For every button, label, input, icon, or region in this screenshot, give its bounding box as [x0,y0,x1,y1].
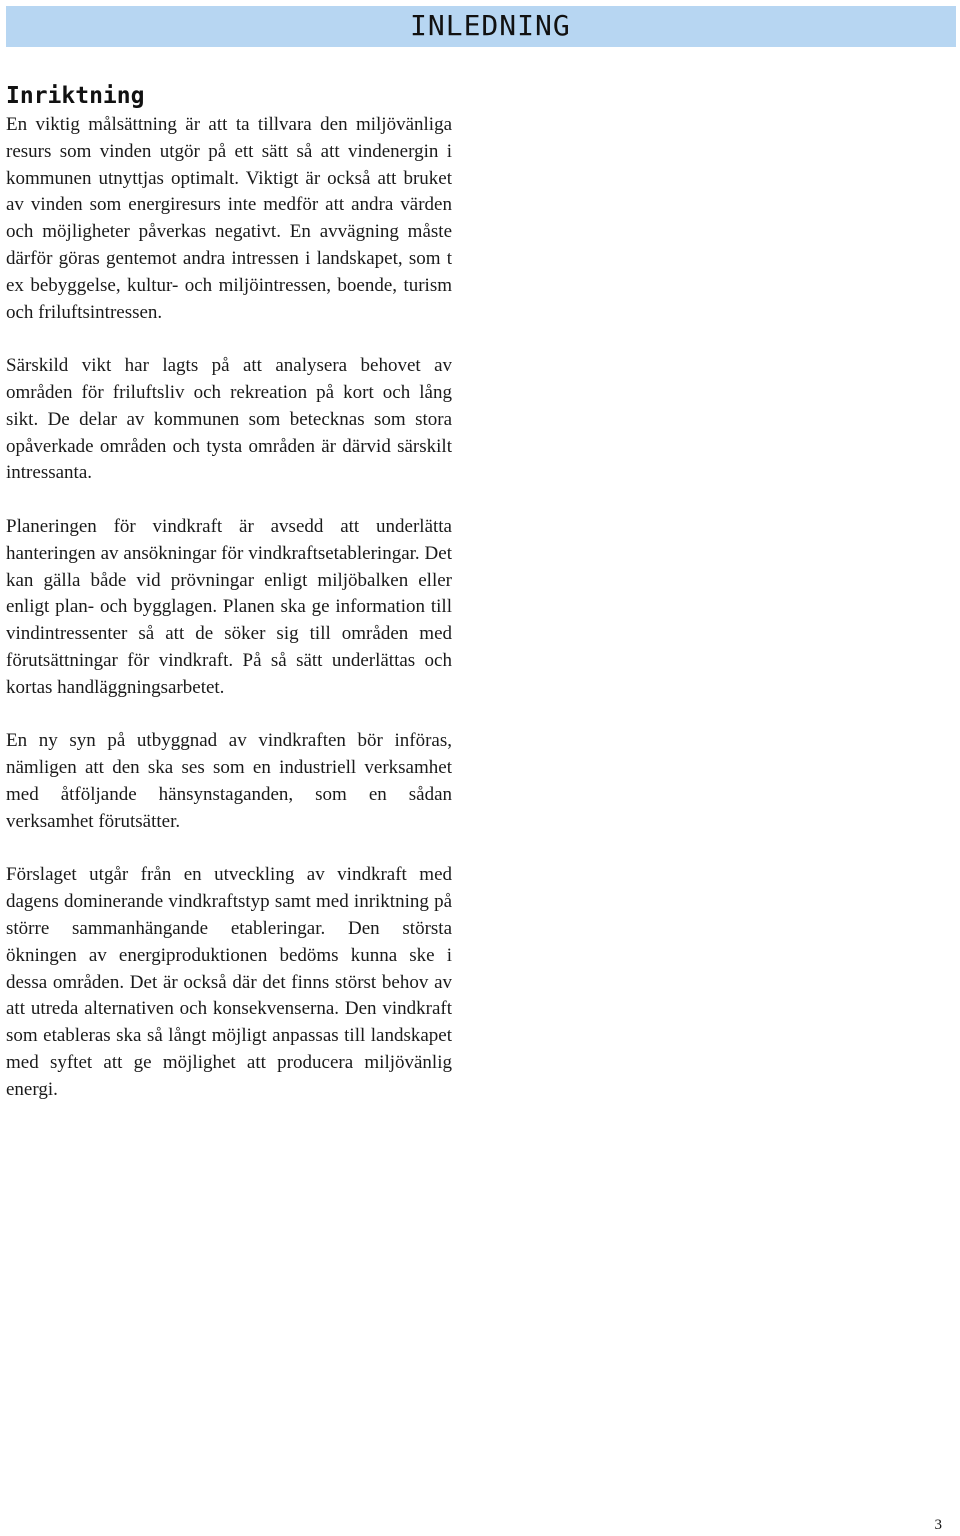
main-content [6,80,452,1130]
page-number: 3 [934,1517,942,1533]
page-header-title: INLEDNING [410,9,571,42]
paragraph-1: En viktig målsättning är att ta tillvara den miljövänliga resurs som vinden utgör på ett sätt så att vindenergin i kommunen utnyttjas optimalt. Viktigt är också att bruket av vinden som energiresurs inte medför att andra värden och möjligheter påverkas negativt. En avvägning måste därför göras gentemot andra intressen i landskapet, som t ex bebyggelse, kultur- och miljöintressen, boende, turism och friluftsintressen. [6,114,452,323]
paragraph-2: Särskild vikt har lagts på att analysera behovet av områden för friluftsliv och rekreation på kort och lång sikt. De delar av kommunen som betecknas som stora opåverkade områden och tysta områden är därvid särskilt intressanta. [6,355,452,484]
paragraph-3: Planeringen för vindkraft är avsedd att underlätta hanteringen av ansökningar för vindkraftsetableringar. Det kan gälla både vid prövningar enligt miljöbalken eller enligt plan- och bygglagen. Planen ska ge information till vindintressenter så att de söker sig till områden med förutsättningar för vindkraft. På så sätt underlättas och kortas handläggningsarbetet. [6,515,452,698]
paragraph-5: Förslaget utgår från en utveckling av vindkraft med dagens dominerande vindkraftstyp samt med inriktning på större sammanhängande etableringar. Den största ökningen av energiproduktionen bedöms kunna ske i dessa områden. Det är också där det finns störst behov av att utreda alternativen och konsekvenserna. Den vindkraft som etableras ska så långt möjligt anpassas till landskapet med syftet att ge möjlighet att producera miljövänlig energi. [6,864,452,1100]
paragraph-4: En ny syn på utbyggnad av vindkraften bör införas, nämligen att den ska ses som en industriell verksamhet med åtföljande hänsynstaganden, som en sådan verksamhet förutsätter. [6,730,452,832]
section-heading: Inriktning [6,83,145,109]
